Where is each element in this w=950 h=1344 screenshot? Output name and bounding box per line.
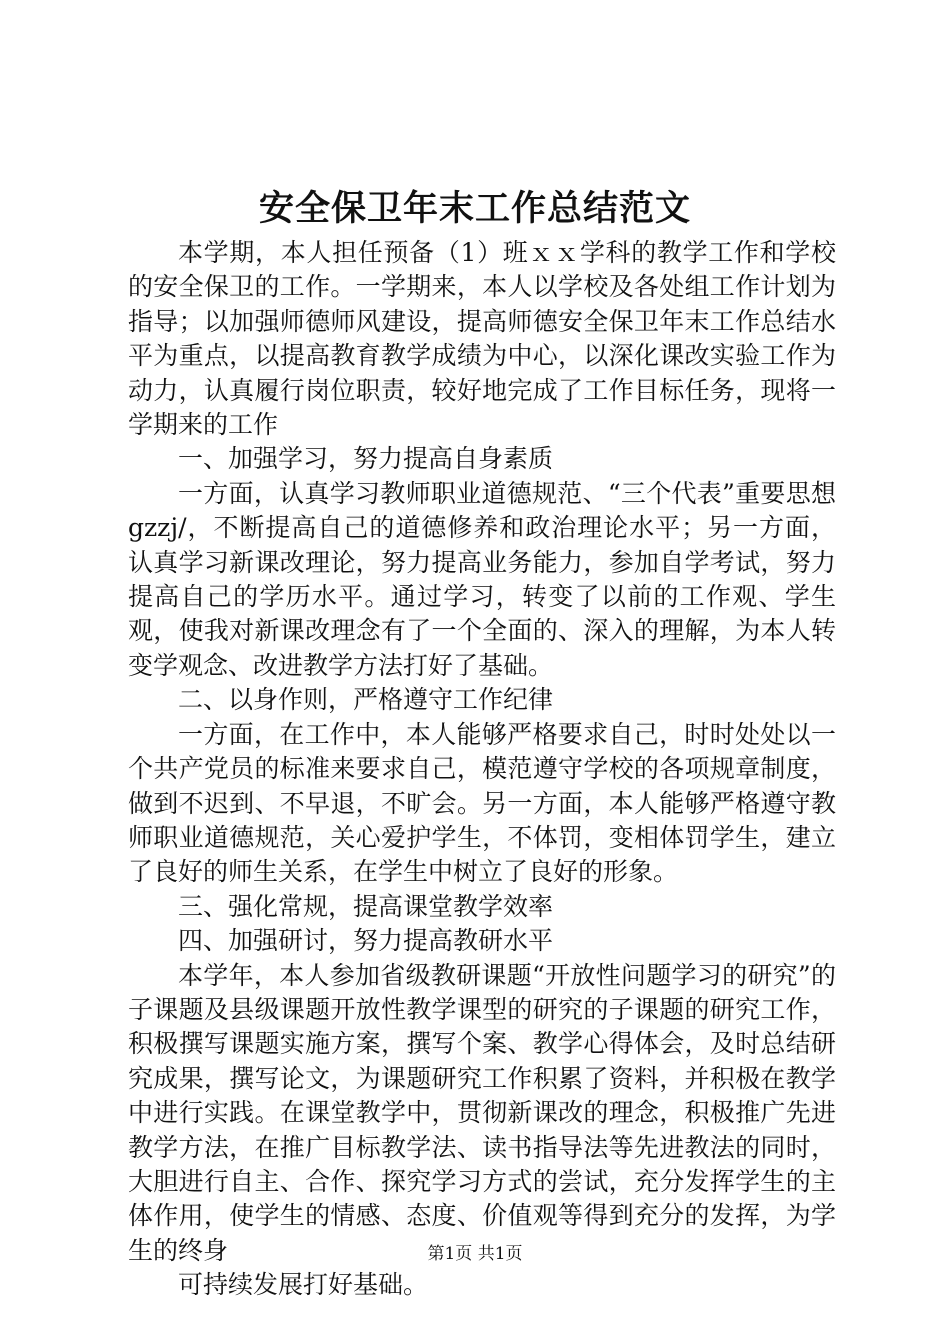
paragraph-section-1: 一方面，认真学习教师职业道德规范、“三个代表”重要思想gzzj/，不断提高自己的道德修养和政治理论水平；另一方面，认真学习新课改理论，努力提高业务能力，参加自学考试，努力提高自己的学历水平。通过学习，转变了以前的工作观、学生观，使我对新课改理念有了一个全面的、深入的理解，为本人转变学观念、改进教学方法打好了基础。 (128, 478, 836, 680)
document-title: 安全保卫年末工作总结范文 (258, 188, 691, 229)
page-footer: 第1页 共1页 (427, 1244, 523, 1264)
section-heading-2: 二、以身作则，严格遵守工作纪律 (178, 685, 554, 715)
paragraph-intro: 本学期，本人担任预备（1）班ｘｘ学科的教学工作和学校的安全保卫的工作。一学期来，本人以学校及各处组工作计划为指导；以加强师德师风建设，提高师德安全保卫年末工作总结水平为重点，以提高教育教学成绩为中心，以深化课改实验工作为动力，认真履行岗位职责，较好地完成了工作目标任务，现将一学期来的工作 (128, 238, 836, 440)
paragraph-section-4: 本学年，本人参加省级教研课题“开放性问题学习的研究”的子课题及县级课题开放性教学课型的研究的子课题的研究工作，积极撰写课题实施方案，撰写个案、教学心得体会，及时总结研究成果，撰写论文，为课题研究工作积累了资料，并积极在教学中进行实践。在课堂教学中，贯彻新课改的理念，积极推广先进教学方法，在推广目标教学法、读书指导法等先进教法的同时，大胆进行自主、合作、探究学习方式的尝试，充分发挥学生的主体作用，使学生的情感、态度、价值观等得到充分的发挥，为学生的终身 (128, 960, 836, 1265)
paragraph-section-2: 一方面，在工作中，本人能够严格要求自己，时时处处以一个共产党员的标准来要求自己，模范遵守学校的各项规章制度，做到不迟到、不早退，不旷会。另一方面，本人能够严格遵守教师职业道德规范，关心爱护学生，不体罚，变相体罚学生，建立了良好的师生关系，在学生中树立了良好的形象。 (128, 719, 836, 887)
paragraph-closing: 可持续发展打好基础。 (178, 1270, 429, 1300)
section-heading-1: 一、加强学习，努力提高自身素质 (178, 444, 554, 474)
document-body (128, 236, 836, 1303)
section-heading-4: 四、加强研讨，努力提高教研水平 (178, 926, 554, 956)
section-heading-3: 三、强化常规，提高课堂教学效率 (178, 891, 554, 921)
